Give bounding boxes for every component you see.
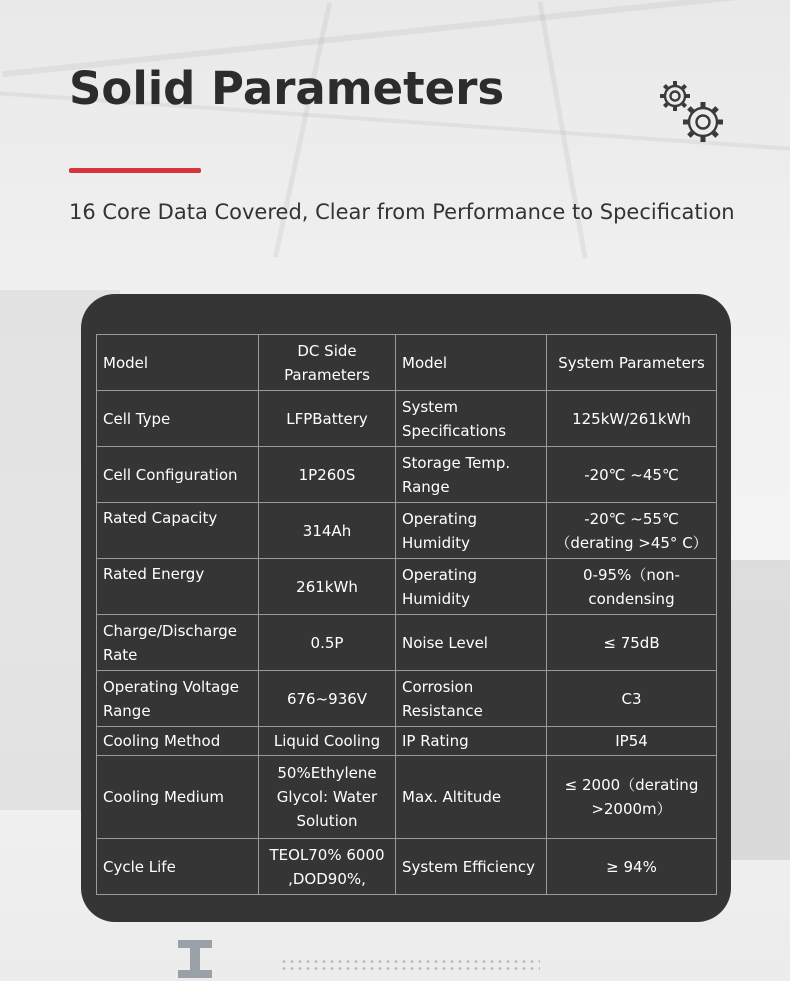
table-row — [97, 447, 717, 503]
table-cell: 676~936V — [259, 671, 396, 727]
table-row — [97, 615, 717, 671]
table-row — [97, 391, 717, 447]
table-cell: LFPBattery — [259, 391, 396, 447]
table-row — [97, 839, 717, 895]
table-row — [97, 503, 717, 559]
table-row — [97, 671, 717, 727]
header-cell: Model — [396, 335, 547, 391]
table-cell: Rated Capacity — [97, 503, 259, 559]
header-cell: System Parameters — [547, 335, 717, 391]
table-cell: Cycle Life — [97, 839, 259, 895]
table-cell: Operating Humidity — [396, 503, 547, 559]
table-cell: 314Ah — [259, 503, 396, 559]
table-cell: 261kWh — [259, 559, 396, 615]
table-row — [97, 559, 717, 615]
table-cell: 1P260S — [259, 447, 396, 503]
table-cell: -20℃ ~45℃ — [547, 447, 717, 503]
header-cell: Model — [97, 335, 259, 391]
table-cell: ≤ 75dB — [547, 615, 717, 671]
table-cell: Charge/Discharge Rate — [97, 615, 259, 671]
table-row — [97, 727, 717, 756]
table-cell: Storage Temp. Range — [396, 447, 547, 503]
page-subtitle: 16 Core Data Covered, Clear from Performance to Specification — [69, 200, 735, 224]
table-cell: Cell Type — [97, 391, 259, 447]
table-cell: 0.5P — [259, 615, 396, 671]
background-post — [178, 940, 212, 981]
table-cell: Noise Level — [396, 615, 547, 671]
parameters-table — [96, 334, 717, 895]
table-cell: Cell Configuration — [97, 447, 259, 503]
table-cell: System Specifications — [396, 391, 547, 447]
table-cell: Cooling Medium — [97, 756, 259, 839]
table-cell: Corrosion Resistance — [396, 671, 547, 727]
table-cell: Operating Voltage Range — [97, 671, 259, 727]
table-header-row — [97, 335, 717, 391]
table-cell: IP54 — [547, 727, 717, 756]
table-cell: Liquid Cooling — [259, 727, 396, 756]
table-cell: Cooling Method — [97, 727, 259, 756]
table-cell: ≥ 94% — [547, 839, 717, 895]
table-cell: 125kW/261kWh — [547, 391, 717, 447]
table-cell: 0-95%（non-condensing — [547, 559, 717, 615]
table-cell: TEOL70% 6000 ,DOD90%, — [259, 839, 396, 895]
table-cell: 50%Ethylene Glycol: Water Solution — [259, 756, 396, 839]
table-cell: -20℃ ~55℃（derating >45° C） — [547, 503, 717, 559]
table-cell: Rated Energy — [97, 559, 259, 615]
table-cell: Operating Humidity — [396, 559, 547, 615]
accent-divider — [69, 168, 201, 173]
table-cell: C3 — [547, 671, 717, 727]
table-cell: System Efficiency — [396, 839, 547, 895]
header-cell: DC Side Parameters — [259, 335, 396, 391]
gears-icon — [655, 76, 729, 146]
table-cell: ≤ 2000（derating >2000m） — [547, 756, 717, 839]
table-cell: Max. Altitude — [396, 756, 547, 839]
table-row — [97, 756, 717, 839]
background-dots — [280, 958, 540, 972]
table-cell: IP Rating — [396, 727, 547, 756]
page-title: Solid Parameters — [69, 62, 505, 115]
